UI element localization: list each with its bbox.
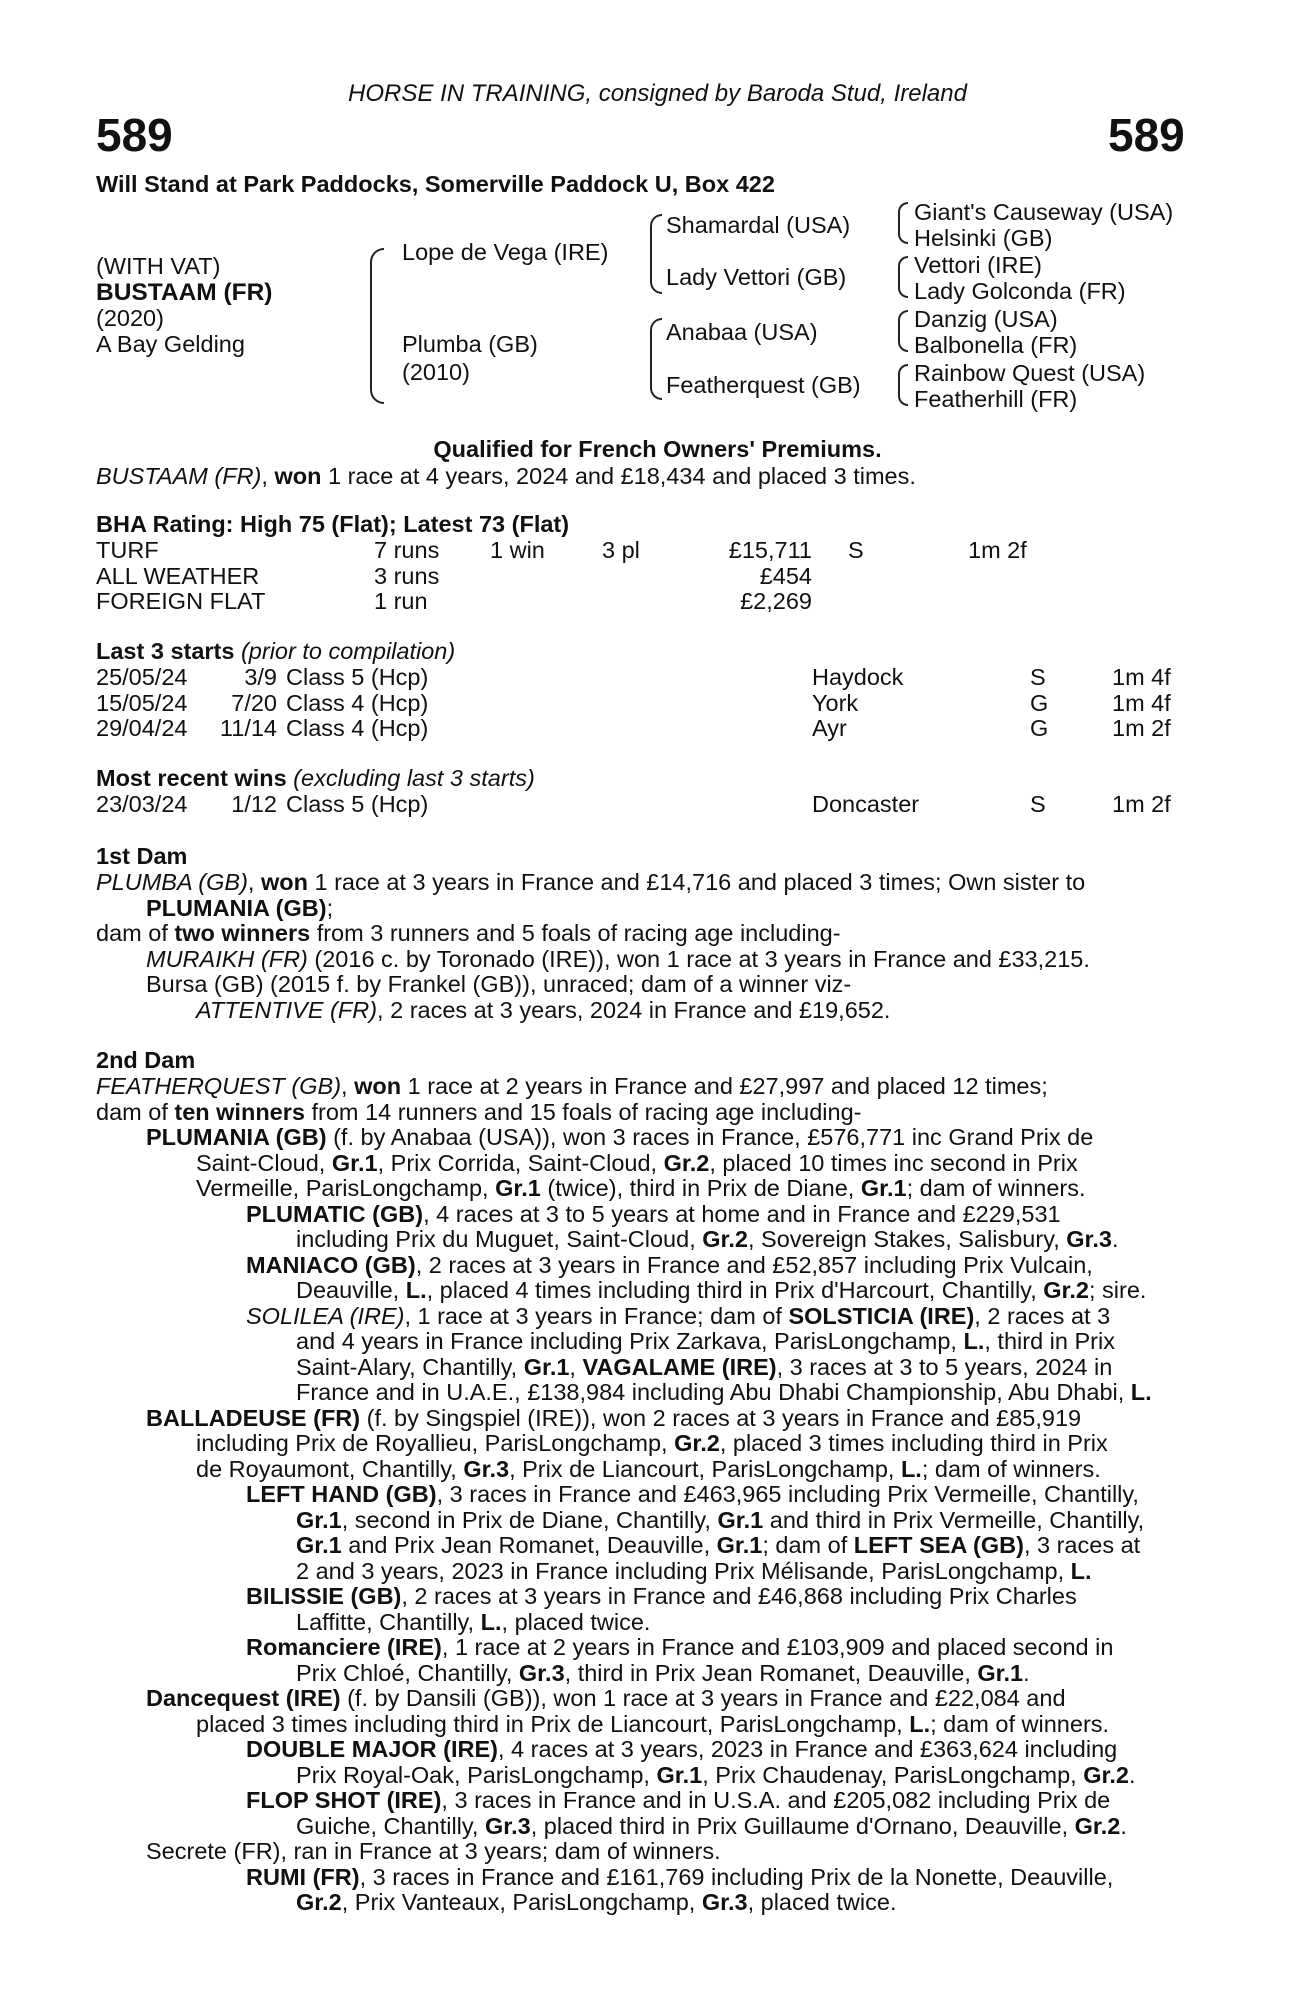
rating-row: [0, 564, 1315, 590]
text: Deauville,: [296, 1277, 406, 1303]
horse-description: A Bay Gelding: [96, 331, 245, 357]
text: , placed 4 times including third in Prix d'Harcourt, Chantilly,: [426, 1277, 1044, 1303]
second-dam-line: [96, 1584, 1198, 1610]
bold-text: L.: [480, 1608, 502, 1635]
text: , placed twice.: [747, 1889, 897, 1915]
text: de Royaumont, Chantilly,: [196, 1455, 464, 1482]
bold-text: Gr.1: [656, 1761, 703, 1788]
bold-text: L.: [405, 1277, 427, 1303]
second-dam-line: [96, 1074, 1198, 1100]
rating-wins: 1 win: [490, 537, 545, 563]
last-start-row: [0, 665, 1315, 691]
vat-note: (WITH VAT): [96, 253, 221, 279]
lot-number-left: 589: [96, 109, 173, 161]
text: (f. by Dansili (GB)), won 1 race at 3 years in France and £22,084 and: [340, 1685, 1066, 1711]
text: , 2 races at 3 years, 2024 in France and £19,652.: [377, 996, 891, 1023]
italic-text: FEATHERQUEST (GB): [96, 1073, 342, 1099]
horse-name: BUSTAAM (FR): [96, 279, 273, 306]
text: , Sovereign Stakes, Salisbury,: [747, 1226, 1067, 1252]
text: and 4 years in France including Prix Zarkava, ParisLongchamp,: [296, 1328, 964, 1354]
text: Guiche, Chantilly,: [296, 1812, 485, 1839]
last-start-course: York: [812, 689, 859, 716]
text: .: [1128, 1761, 1136, 1788]
record-won: won: [274, 463, 322, 489]
bold-text: won: [260, 869, 308, 895]
text: (f. by Singspiel (IRE)), won 2 races at 3 years in France and £85,919: [360, 1404, 1082, 1431]
rating-runs: 7 runs: [374, 537, 440, 563]
second-dam-line: [96, 1355, 1198, 1381]
text: , third in Prix: [984, 1328, 1115, 1354]
text: , placed third in Prix Guillaume d'Ornano, Deauville,: [530, 1812, 1075, 1839]
second-dam-line: [96, 1712, 1198, 1738]
text: ;: [326, 894, 334, 921]
text: Laffitte, Chantilly,: [296, 1608, 481, 1635]
pedigree-sire: Lope de Vega (IRE): [402, 239, 609, 265]
text: (2016 c. by Toronado (IRE)), won 1 race at 3 years in France and £33,215.: [307, 945, 1090, 972]
lot-number-right: 589: [1108, 109, 1185, 161]
text: Prix Chloé, Chantilly,: [296, 1659, 519, 1686]
rating-places: 3 pl: [602, 537, 640, 563]
text: ; dam of winners.: [930, 1710, 1110, 1737]
text: .: [1120, 1812, 1127, 1839]
text: dam of: [96, 920, 175, 946]
first-dam-line: [96, 870, 1196, 896]
text: including Prix de Royallieu, ParisLongchamp,: [196, 1430, 675, 1456]
second-dam-line: [96, 1304, 1198, 1330]
second-dam-line: [96, 1253, 1198, 1279]
first-dam-heading: 1st Dam: [96, 843, 188, 869]
second-dam-line: [96, 1814, 1198, 1840]
second-dam-line: [96, 1329, 1198, 1355]
bold-text: Gr.1: [331, 1149, 378, 1176]
bold-text: Gr.1: [296, 1506, 342, 1533]
pedigree-brace-g4: [898, 364, 908, 406]
bold-text: Romanciere (IRE): [246, 1634, 442, 1660]
second-dam-line: [96, 1610, 1198, 1636]
bold-text: Gr.1: [495, 1175, 541, 1201]
last-start-going: S: [1030, 664, 1046, 690]
bold-text: VAGALAME (IRE): [582, 1353, 777, 1380]
recent-win-date: 23/03/24: [96, 791, 188, 817]
text: , 1 race at 2 years in France and £103,909 and placed second in: [441, 1634, 1114, 1660]
second-dam-line: [96, 1380, 1198, 1406]
text: , Prix Corrida, Saint-Cloud,: [377, 1149, 664, 1176]
text: (f. by Anabaa (USA)), won 3 races in France, £576,771 inc Grand Prix de: [326, 1124, 1094, 1150]
text: ; dam of winners.: [906, 1175, 1086, 1201]
text: , 2 races at 3 years in France and £52,857 including Prix Vulcain,: [415, 1251, 1093, 1278]
bold-text: Gr.1: [717, 1506, 764, 1533]
pedigree-brace-g3: [898, 310, 908, 352]
second-dam-line: [96, 1865, 1198, 1891]
first-dam-line: [96, 896, 1196, 922]
text: and Prix Jean Romanet, Deauville,: [341, 1532, 717, 1558]
second-dam-line: [96, 1508, 1198, 1534]
bold-text: FLOP SHOT (IRE): [246, 1787, 442, 1813]
last-start-going: G: [1030, 689, 1049, 716]
first-dam-line: [96, 921, 1196, 947]
second-dam-text: [96, 1074, 1198, 1916]
rating-runs: 1 run: [374, 588, 428, 614]
second-dam-line: [96, 1227, 1198, 1253]
rating-prize: £2,269: [740, 588, 812, 614]
second-dam-line: [96, 1100, 1198, 1126]
text: .: [1023, 1659, 1030, 1686]
bold-text: DOUBLE MAJOR (IRE): [246, 1736, 498, 1762]
text: ,: [569, 1353, 583, 1380]
last-starts-title: Last 3 starts: [96, 638, 235, 664]
bold-text: Gr.2: [1043, 1277, 1089, 1303]
bold-text: RUMI (FR): [246, 1863, 360, 1890]
pedigree-brace-g2: [898, 256, 908, 298]
second-dam-line: [96, 1151, 1198, 1177]
second-dam-heading: 2nd Dam: [96, 1047, 196, 1073]
rating-surface: FOREIGN FLAT: [96, 588, 266, 614]
text: Secrete (FR), ran in France at 3 years; dam of winners.: [146, 1838, 721, 1864]
bold-text: Gr.3: [518, 1659, 565, 1686]
bold-text: PLUMANIA (GB): [146, 894, 327, 921]
recent-win-class: Class 5 (Hcp): [286, 791, 429, 817]
last-starts-note: (prior to compilation): [234, 638, 456, 664]
text: Saint-Alary, Chantilly,: [296, 1353, 524, 1380]
recent-win-going: S: [1030, 791, 1046, 817]
italic-text: PLUMBA (GB): [96, 869, 248, 895]
pedigree-brace-g1: [898, 202, 908, 244]
pedigree-g7: Rainbow Quest (USA): [914, 360, 1146, 386]
pedigree-g5: Danzig (USA): [914, 306, 1058, 332]
pedigree-g1: Giant's Causeway (USA): [914, 199, 1174, 225]
pedigree-brace-sire: [650, 214, 662, 294]
pedigree-g4: Lady Golconda (FR): [914, 278, 1126, 304]
second-dam-line: [96, 1482, 1198, 1508]
first-dam-text: [96, 870, 1196, 1023]
pedigree-g8: Featherhill (FR): [914, 386, 1078, 412]
second-dam-line: [96, 1635, 1198, 1661]
pedigree-brace-dam: [650, 318, 662, 400]
record-horse-name: BUSTAAM (FR): [96, 463, 262, 489]
text: (twice), third in Prix de Diane,: [540, 1175, 861, 1201]
text: , 2 races at 3 years in France and £46,868 including Prix Charles: [401, 1583, 1077, 1609]
pedigree-dam-year: (2010): [402, 359, 470, 385]
second-dam-line: [96, 1839, 1198, 1865]
second-dam-line: [96, 1737, 1198, 1763]
rating-prize: £454: [759, 562, 812, 589]
last-start-course: Haydock: [812, 664, 904, 690]
rating-row: [0, 538, 1315, 564]
last-start-date: 25/05/24: [96, 664, 188, 690]
last-start-row: [0, 691, 1315, 717]
text: from 14 runners and 15 foals of racing age including-: [304, 1098, 862, 1125]
first-dam-line: [96, 947, 1196, 973]
text: ; sire.: [1088, 1277, 1147, 1303]
pedigree-dam-dam: Featherquest (GB): [666, 372, 861, 398]
rating-prize: £15,711: [728, 537, 812, 563]
last-start-class: Class 4 (Hcp): [286, 689, 429, 716]
second-dam-line: [96, 1202, 1198, 1228]
second-dam-line: [96, 1176, 1198, 1202]
text: , 3 races at 3 to 5 years, 2024 in: [776, 1353, 1113, 1380]
bold-text: Gr.1: [860, 1175, 907, 1201]
bha-rating-heading: BHA Rating: High 75 (Flat); Latest 73 (Flat): [96, 511, 570, 537]
text: and third in Prix Vermeille, Chantilly,: [763, 1506, 1145, 1533]
second-dam-line: [96, 1533, 1198, 1559]
rating-row: [0, 589, 1315, 615]
bold-text: Dancequest (IRE): [146, 1685, 341, 1711]
bold-text: two winners: [174, 920, 311, 946]
pedigree-g6: Balbonella (FR): [914, 332, 1078, 358]
bold-text: SOLSTICIA (IRE): [788, 1302, 975, 1329]
bold-text: Gr.3: [1066, 1226, 1112, 1252]
record-separator: ,: [261, 463, 275, 489]
last-start-class: Class 4 (Hcp): [286, 715, 429, 741]
last-start-pos: 7/20: [231, 689, 277, 716]
recent-win-pos: 1/12: [231, 791, 277, 817]
bold-text: L.: [909, 1710, 931, 1737]
race-record-summary: [96, 464, 916, 490]
last-start-dist: 1m 4f: [1112, 689, 1171, 716]
text: , 3 races in France and £463,965 including Prix Vermeille, Chantilly,: [436, 1481, 1139, 1507]
bold-text: MANIACO (GB): [246, 1251, 416, 1278]
bold-text: Gr.1: [523, 1353, 570, 1380]
bold-text: Gr.1: [296, 1532, 342, 1558]
bold-text: LEFT HAND (GB): [246, 1481, 437, 1507]
recent-win-course: Doncaster: [812, 791, 920, 817]
last-start-course: Ayr: [812, 715, 847, 741]
rating-surface: TURF: [96, 537, 159, 563]
recent-win-row: [0, 792, 1315, 818]
text: , Prix Vanteaux, ParisLongchamp,: [341, 1889, 702, 1915]
text: , placed twice.: [501, 1608, 651, 1635]
rating-going: S: [848, 537, 864, 563]
recent-wins-title: Most recent wins: [96, 765, 287, 791]
rating-dist: 1m 2f: [968, 537, 1027, 563]
text: , 1 race at 3 years in France; dam of: [404, 1302, 789, 1329]
last-start-class: Class 5 (Hcp): [286, 664, 429, 690]
text: dam of: [96, 1098, 175, 1125]
italic-text: SOLILEA (IRE): [246, 1302, 405, 1329]
last-starts-heading: [96, 639, 455, 665]
bold-text: won: [354, 1073, 402, 1099]
bold-text: BALLADEUSE (FR): [146, 1404, 361, 1431]
text: , 3 races in France and £161,769 including Prix de la Nonette, Deauville,: [359, 1863, 1114, 1890]
last-start-dist: 1m 4f: [1112, 664, 1171, 690]
record-detail: 1 race at 4 years, 2024 and £18,434 and placed 3 times.: [321, 463, 916, 489]
bold-text: BILISSIE (GB): [246, 1583, 402, 1609]
premiums-note: Qualified for French Owners' Premiums.: [433, 436, 882, 462]
text: , second in Prix de Diane, Chantilly,: [341, 1506, 718, 1533]
last-start-date: 29/04/24: [96, 715, 188, 741]
text: 1 race at 2 years in France and £27,997 and placed 12 times;: [401, 1073, 1048, 1099]
last-start-pos: 11/14: [219, 715, 277, 741]
second-dam-line: [96, 1457, 1198, 1483]
text: ,: [341, 1073, 355, 1099]
pedigree-g3: Vettori (IRE): [914, 252, 1042, 278]
bold-text: Gr.2: [1083, 1761, 1129, 1788]
text: , 4 races at 3 to 5 years at home and in France and £229,531: [423, 1200, 1061, 1227]
bold-text: Gr.1: [716, 1532, 763, 1558]
bold-text: ten winners: [174, 1098, 305, 1125]
pedigree-dam: Plumba (GB): [402, 331, 538, 357]
last-start-going: G: [1030, 715, 1049, 741]
text: .: [1112, 1226, 1119, 1252]
second-dam-line: [96, 1559, 1198, 1585]
second-dam-line: [96, 1788, 1198, 1814]
bold-text: Gr.2: [296, 1889, 342, 1915]
text: ; dam of winners.: [921, 1455, 1101, 1482]
recent-wins-heading: [96, 766, 535, 792]
text: , third in Prix Jean Romanet, Deauville,: [564, 1659, 978, 1686]
bold-text: Gr.2: [674, 1430, 720, 1456]
text: 2 and 3 years, 2023 in France including Prix Mélisande, ParisLongchamp,: [296, 1557, 1071, 1584]
pedigree-dam-sire: Anabaa (USA): [666, 319, 818, 345]
pedigree-sire-sire: Shamardal (USA): [666, 212, 851, 238]
bold-text: Gr.3: [463, 1455, 510, 1482]
text: including Prix du Muguet, Saint-Cloud,: [296, 1226, 703, 1252]
horse-foaled-year: (2020): [96, 305, 164, 331]
bold-text: Gr.2: [702, 1226, 748, 1252]
second-dam-line: [96, 1686, 1198, 1712]
rating-surface: ALL WEATHER: [96, 562, 260, 589]
bold-text: L.: [1070, 1557, 1092, 1584]
text: from 3 runners and 5 foals of racing age including-: [310, 920, 841, 946]
pedigree-sire-dam: Lady Vettori (GB): [666, 264, 847, 290]
bold-text: Gr.3: [484, 1812, 531, 1839]
text: France and in U.A.E., £138,984 including Abu Dhabi Championship, Abu Dhabi,: [296, 1379, 1131, 1405]
text: Prix Royal-Oak, ParisLongchamp,: [296, 1761, 657, 1788]
last-start-pos: 3/9: [244, 664, 277, 690]
bold-text: Gr.2: [663, 1149, 710, 1176]
text: , 3 races at: [1023, 1532, 1141, 1558]
pedigree-brace-main: [370, 248, 384, 404]
italic-text: ATTENTIVE (FR): [196, 996, 378, 1023]
text: , 2 races at 3: [974, 1302, 1111, 1329]
text: , placed 3 times including third in Prix: [719, 1430, 1108, 1456]
second-dam-line: [96, 1278, 1198, 1304]
bold-text: PLUMATIC (GB): [246, 1200, 424, 1227]
second-dam-line: [96, 1431, 1198, 1457]
pedigree-g2: Helsinki (GB): [914, 225, 1053, 251]
second-dam-line: [96, 1406, 1198, 1432]
bold-text: L.: [1130, 1379, 1152, 1405]
second-dam-line: [96, 1125, 1198, 1151]
stabling-location: Will Stand at Park Paddocks, Somerville Paddock U, Box 422: [96, 171, 775, 197]
second-dam-line: [96, 1661, 1198, 1687]
text: Vermeille, ParisLongchamp,: [196, 1175, 496, 1201]
text: , Prix Chaudenay, ParisLongchamp,: [702, 1761, 1084, 1788]
text: , 4 races at 3 years, 2023 in France and £363,624 including: [497, 1736, 1118, 1762]
consignor-line: HORSE IN TRAINING, consigned by Baroda Stud, Ireland: [348, 80, 967, 107]
last-start-dist: 1m 2f: [1112, 715, 1171, 741]
first-dam-line: [96, 998, 1196, 1024]
bold-text: PLUMANIA (GB): [146, 1124, 327, 1150]
text: , Prix de Liancourt, ParisLongchamp,: [509, 1455, 901, 1482]
bold-text: Gr.2: [1074, 1812, 1121, 1839]
first-dam-line: [96, 972, 1196, 998]
text: ; dam of: [762, 1532, 854, 1558]
recent-win-dist: 1m 2f: [1112, 791, 1171, 817]
recent-wins-note: (excluding last 3 starts): [286, 765, 535, 791]
bold-text: L.: [963, 1328, 985, 1354]
bold-text: Gr.1: [977, 1659, 1024, 1686]
bold-text: L.: [900, 1455, 922, 1482]
second-dam-line: [96, 1763, 1198, 1789]
second-dam-line: [96, 1890, 1198, 1916]
text: Saint-Cloud,: [196, 1149, 332, 1176]
italic-text: MURAIKH (FR): [146, 945, 308, 972]
rating-runs: 3 runs: [374, 562, 440, 589]
text: 1 race at 3 years in France and £14,716 and placed 3 times; Own sister to: [307, 869, 1086, 895]
last-start-row: [0, 716, 1315, 742]
text: placed 3 times including third in Prix de Liancourt, ParisLongchamp,: [196, 1710, 910, 1737]
text: , 3 races in France and in U.S.A. and £205,082 including Prix de: [441, 1787, 1111, 1813]
text: ,: [247, 869, 261, 895]
text: Bursa (GB) (2015 f. by Frankel (GB)), unraced; dam of a winner viz-: [146, 971, 852, 997]
text: , placed 10 times inc second in Prix: [709, 1149, 1078, 1176]
last-start-date: 15/05/24: [96, 689, 188, 716]
bold-text: LEFT SEA (GB): [853, 1532, 1024, 1558]
bold-text: Gr.3: [701, 1889, 748, 1915]
